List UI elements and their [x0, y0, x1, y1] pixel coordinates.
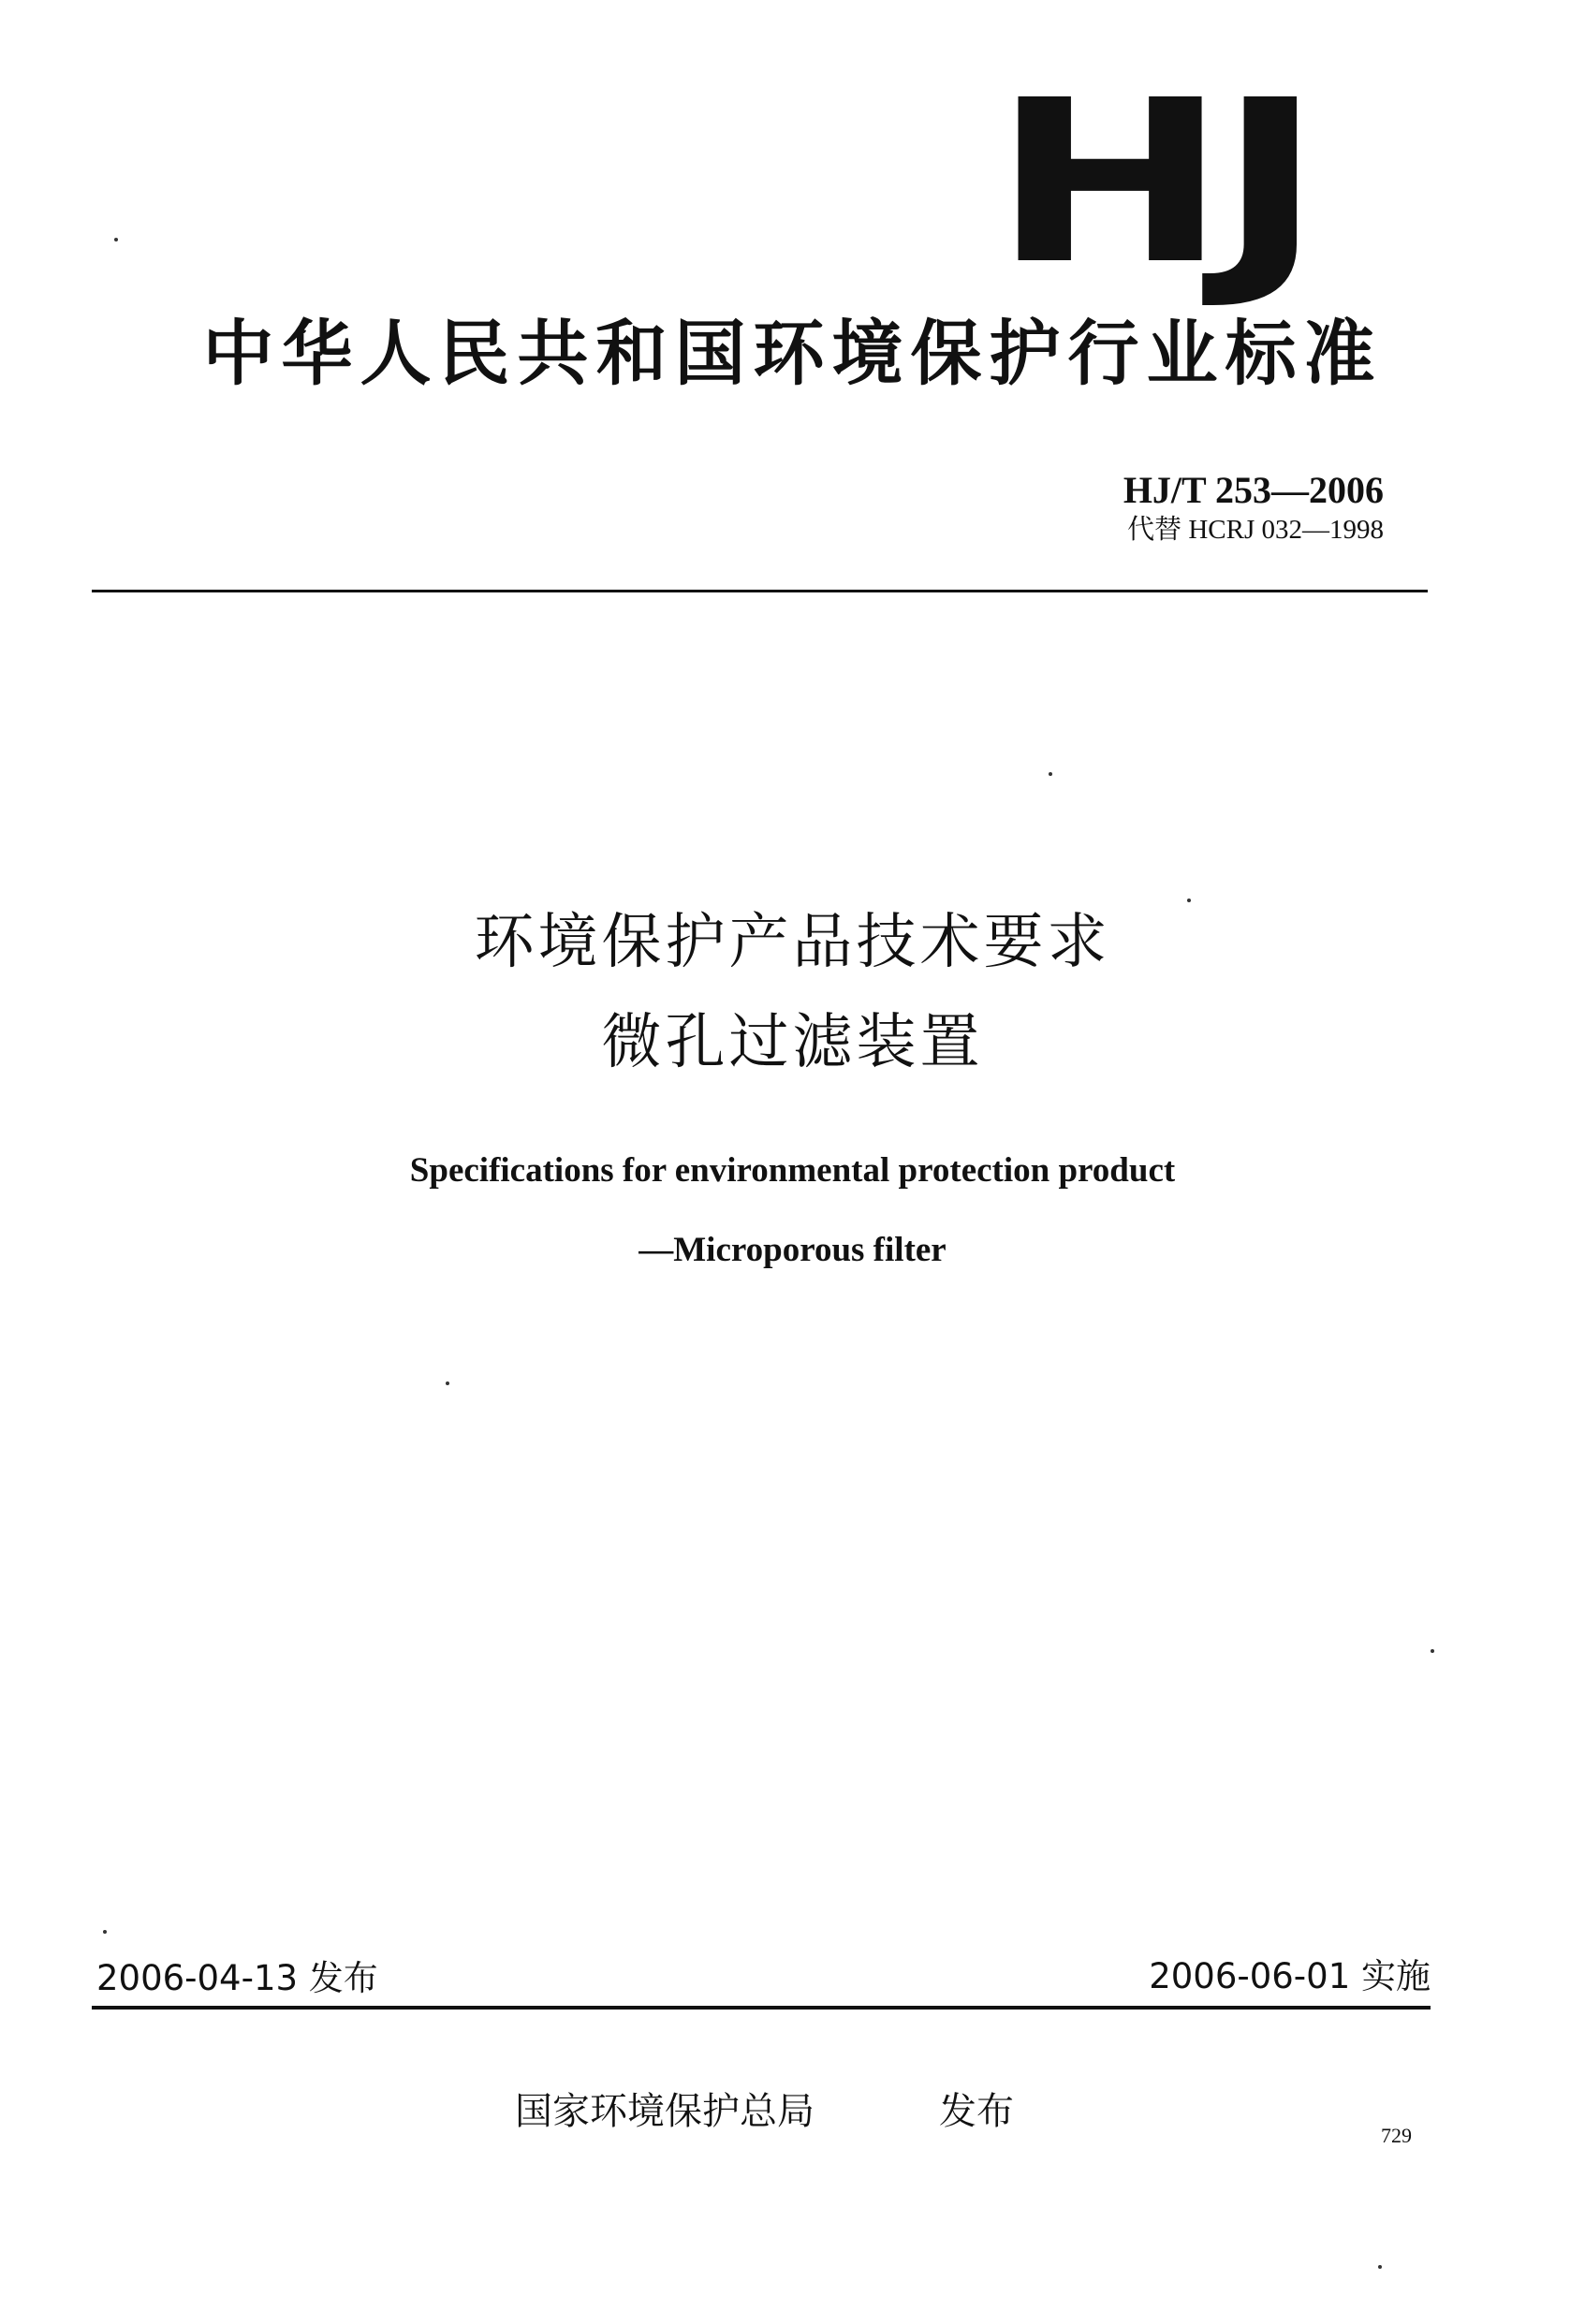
scan-speck — [1049, 772, 1052, 776]
scan-speck — [114, 238, 118, 241]
header-divider — [92, 590, 1428, 592]
scan-speck — [103, 1930, 107, 1934]
publisher-name: 国家环境保护总局 — [515, 2090, 815, 2133]
scan-speck — [1431, 1649, 1434, 1653]
scan-speck — [446, 1381, 449, 1385]
document-title-line-1: 环境保护产品技术要求 — [474, 908, 1111, 977]
english-title-line-1: Specifications for environmental protection product — [409, 1151, 1176, 1190]
publish-action: 发布 — [939, 2090, 1014, 2133]
issue-date: 2006-04-13 发布 — [96, 1958, 378, 1998]
implementation-date: 2006-06-01 实施 — [1149, 1956, 1431, 1996]
document-title-line-2: 微孔过滤装置 — [601, 1008, 984, 1077]
replaces-standard: 代替 HCRJ 032—1998 — [1127, 515, 1384, 545]
footer-divider — [92, 2006, 1431, 2010]
organization-title: 中华人民共和国环境保护行业标准 — [202, 312, 1383, 395]
scan-speck — [1187, 899, 1191, 902]
scan-speck — [1378, 2265, 1382, 2269]
hj-logo: HJ — [992, 51, 1313, 314]
standard-code: HJ/T 253—2006 — [1123, 469, 1384, 511]
english-title-line-2: —Microporous filter — [638, 1231, 947, 1269]
page-number: 729 — [1381, 2124, 1412, 2147]
